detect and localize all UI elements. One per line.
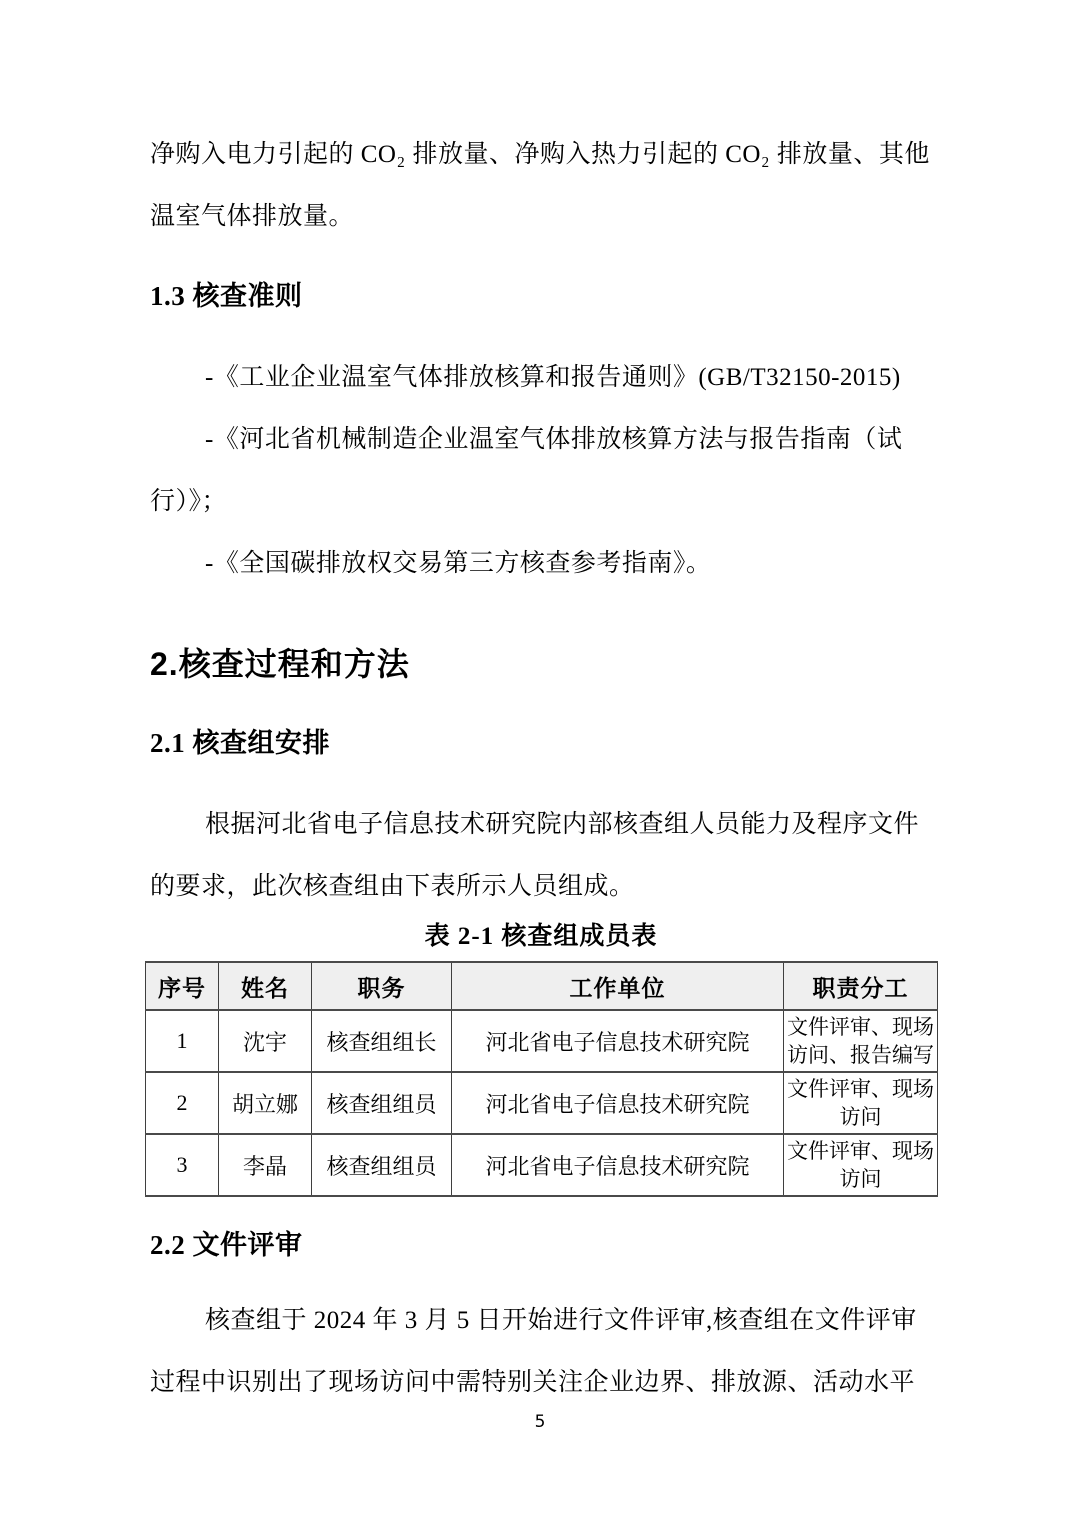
page-number: 5 <box>534 1412 546 1432</box>
table-row <box>146 1072 938 1134</box>
list-item: 行）》； <box>150 488 228 515</box>
paragraph-line: 核查组于 2024 年 3 月 5 日开始进行文件评审,核查组在文件评审 <box>205 1307 917 1334</box>
paragraph-line: 净购入电力引起的 CO₂ 排放量、净购入热力引起的 CO₂ 排放量、其他 <box>150 141 930 168</box>
heading-2-1: 2.1 核查组安排 <box>150 728 330 758</box>
table-header-cell: 职责分工 <box>784 962 938 1010</box>
table-2-1-title: 表 2-1 核查组成员表 <box>424 923 658 950</box>
table-row <box>146 1134 938 1196</box>
table-cell-org: 河北省电子信息技术研究院 <box>452 1134 784 1196</box>
table-cell-duty: 文件评审、现场访问 <box>784 1134 938 1196</box>
table-header-cell: 姓名 <box>219 962 312 1010</box>
table-cell-name: 沈宇 <box>219 1010 312 1072</box>
table-cell-org: 河北省电子信息技术研究院 <box>452 1072 784 1134</box>
paragraph-line: 根据河北省电子信息技术研究院内部核查组人员能力及程序文件 <box>205 811 920 838</box>
table-cell-index: 2 <box>146 1072 219 1134</box>
table-cell-org: 河北省电子信息技术研究院 <box>452 1010 784 1072</box>
table-cell-duty: 文件评审、现场访问 <box>784 1072 938 1134</box>
paragraph-line: 过程中识别出了现场访问中需特别关注企业边界、排放源、活动水平 <box>150 1369 916 1396</box>
table-header-row <box>146 962 938 1010</box>
table-cell-name: 李晶 <box>219 1134 312 1196</box>
table-cell-role: 核查组组长 <box>312 1010 452 1072</box>
paragraph-line: 的要求，此次核查组由下表所示人员组成。 <box>150 873 635 900</box>
table-row <box>146 1010 938 1072</box>
paragraph-intro <box>150 124 937 248</box>
heading-1-3: 1.3 核查准则 <box>150 281 303 311</box>
paragraph-line: 温室气体排放量。 <box>150 203 355 230</box>
table-header-cell: 序号 <box>146 962 219 1010</box>
members-table <box>145 961 938 1197</box>
table-cell-role: 核查组组员 <box>312 1134 452 1196</box>
list-item: -《全国碳排放权交易第三方核查参考指南》。 <box>205 550 712 577</box>
list-item: -《河北省机械制造企业温室气体排放核算方法与报告指南（试 <box>205 426 903 453</box>
table-header-cell: 工作单位 <box>452 962 784 1010</box>
table-cell-duty: 文件评审、现场访问、报告编写 <box>784 1010 938 1072</box>
paragraph-2-2 <box>150 1290 937 1414</box>
heading-2-2: 2.2 文件评审 <box>150 1230 303 1260</box>
table-cell-role: 核查组组员 <box>312 1072 452 1134</box>
heading-2: 2.核查过程和方法 <box>150 646 410 682</box>
table-cell-name: 胡立娜 <box>219 1072 312 1134</box>
table-cell-index: 1 <box>146 1010 219 1072</box>
paragraph-2-1 <box>150 794 937 918</box>
criteria-list <box>150 347 937 595</box>
list-item: -《工业企业温室气体排放核算和报告通则》(GB/T32150-2015) <box>205 364 901 391</box>
table-header-cell: 职务 <box>312 962 452 1010</box>
table-cell-index: 3 <box>146 1134 219 1196</box>
